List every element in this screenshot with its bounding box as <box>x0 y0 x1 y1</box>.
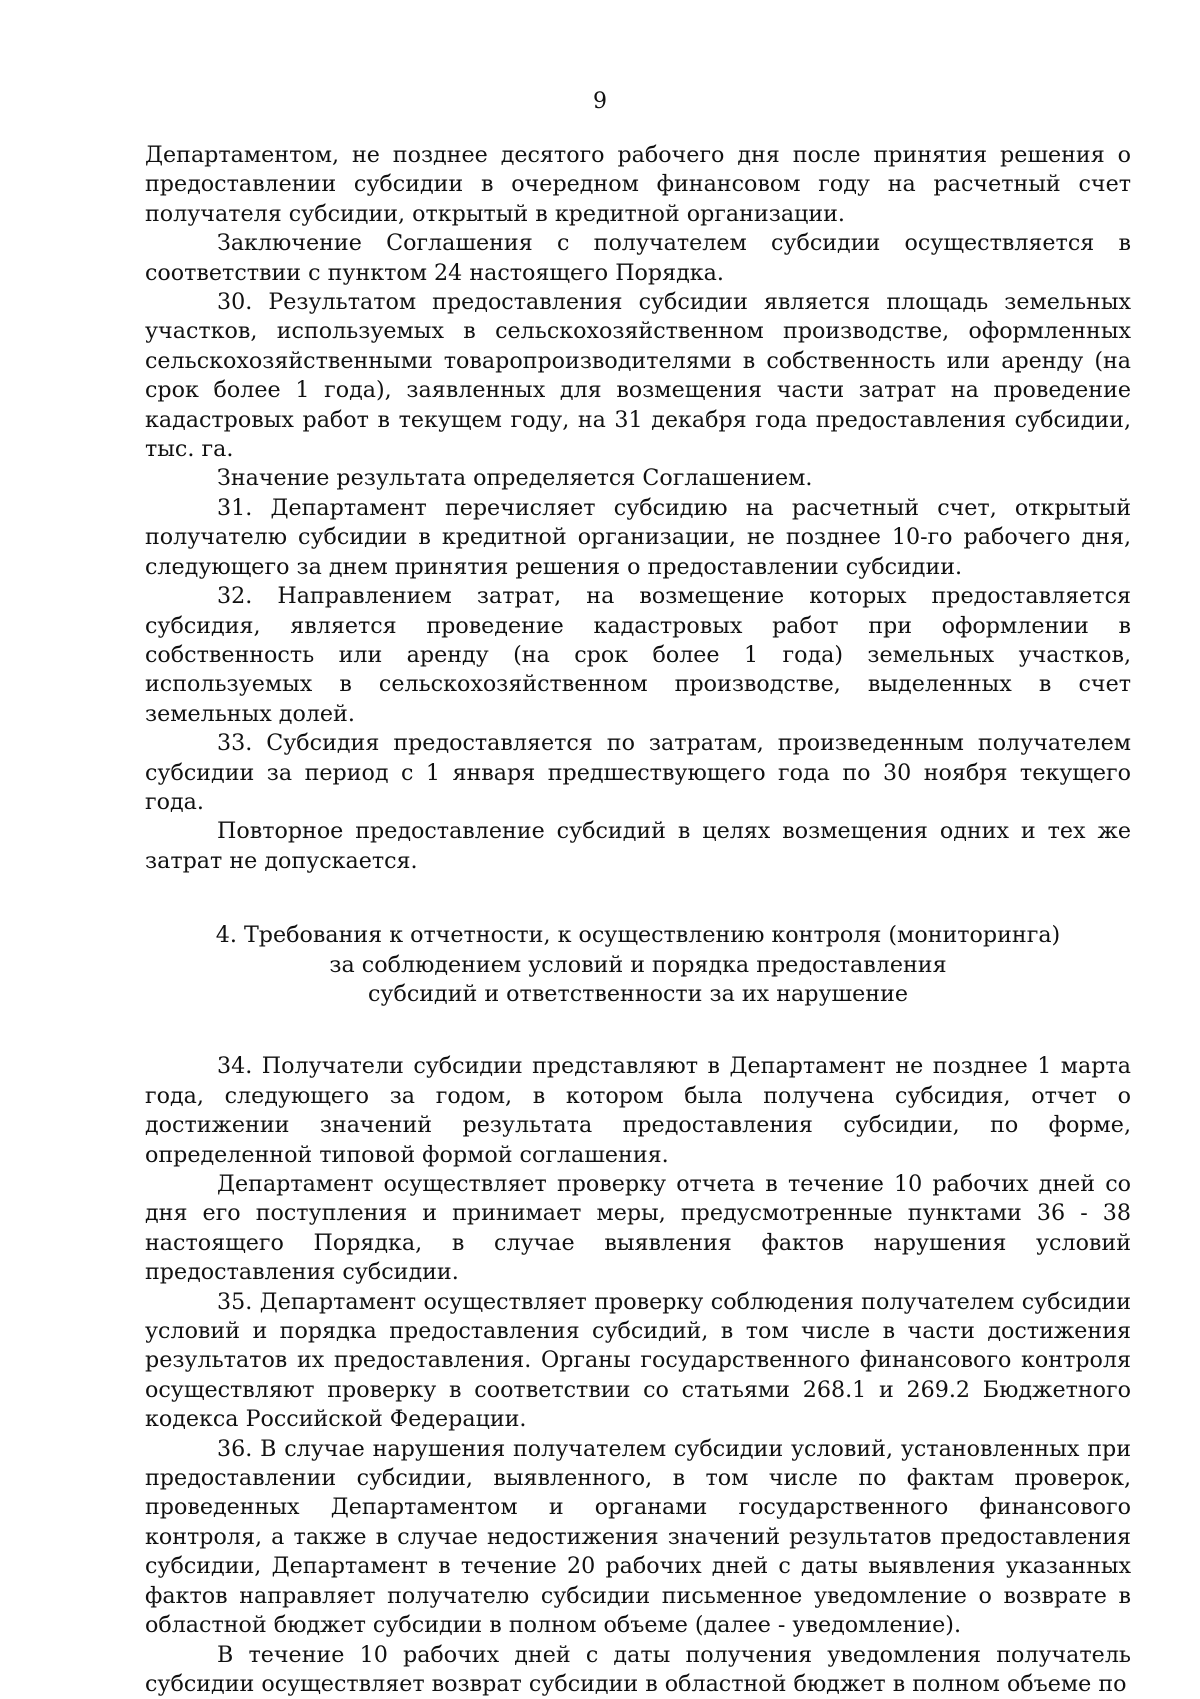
paragraph-result-value: Значение результата определяется Соглашением. <box>145 464 1131 493</box>
paragraph-35: 35. Департамент осуществляет проверку соблюдения получателем субсидии условий и порядка предоставления субсидий, в том числе в части достижения результатов их предоставления. Органы государственного финансового контроля осуществляют проверку в соответствии со статьями 268.1 и 269.2 Бюджетного кодекса Российской Федерации. <box>145 1288 1131 1435</box>
paragraph-36: 36. В случае нарушения получателем субсидии условий, установленных при предоставлении субсидии, выявленного, в том числе по фактам проверок, проведенных Департаментом и органами государственного финансового контроля, а также в случае недостижения значений результатов предоставления субсидии, Департамент в течение 20 рабочих дней с даты выявления указанных фактов направляет получателю субсидии письменное уведомление о возврате в областной бюджет субсидии в полном объеме (далее - уведомление). <box>145 1435 1131 1641</box>
page-number: 9 <box>0 88 1200 116</box>
section-heading <box>145 921 1131 1009</box>
paragraph-31: 31. Департамент перечисляет субсидию на расчетный счет, открытый получателю субсидии в кредитной организации, не позднее 10-го рабочего дня, следующего за днем принятия решения о предоставлении субсидии. <box>145 494 1131 582</box>
document-body <box>145 141 1131 1699</box>
paragraph-33: 33. Субсидия предоставляется по затратам, произведенным получателем субсидии за период с 1 января предшествующего года по 30 ноября текущего года. <box>145 729 1131 817</box>
paragraph-30: 30. Результатом предоставления субсидии является площадь земельных участков, используемых в сельскохозяйственном производстве, оформленных сельскохозяйственными товаропроизводителями в собственность или аренду (на срок более 1 года), заявленных для возмещения части затрат на проведение кадастровых работ в текущем году, на 31 декабря года предоставления субсидии, тыс. га. <box>145 288 1131 464</box>
paragraph-32: 32. Направлением затрат, на возмещение которых предоставляется субсидия, является проведение кадастровых работ при оформлении в собственность или аренду (на срок более 1 года) земельных участков, используемых в сельскохозяйственном производстве, выделенных в счет земельных долей. <box>145 582 1131 729</box>
paragraphs-before-heading <box>145 141 1131 876</box>
paragraph-continuation: Департаментом, не позднее десятого рабочего дня после принятия решения о предоставлении субсидии в очередном финансовом году на расчетный счет получателя субсидии, открытый в кредитной организации. <box>145 141 1131 229</box>
section-heading-line: 4. Требования к отчетности, к осуществлению контроля (мониторинга) <box>145 921 1131 950</box>
section-heading-line: субсидий и ответственности за их нарушение <box>145 980 1131 1009</box>
section-heading-line: за соблюдением условий и порядка предоставления <box>145 951 1131 980</box>
paragraph-34: 34. Получатели субсидии представляют в Департамент не позднее 1 марта года, следующего за годом, в котором была получена субсидия, отчет о достижении значений результата предоставления субсидии, по форме, определенной типовой формой соглашения. <box>145 1052 1131 1170</box>
paragraph-return-period: В течение 10 рабочих дней с даты получения уведомления получатель субсидии осуществляет возврат субсидии в областной бюджет в полном объеме по <box>145 1641 1131 1699</box>
paragraph-agreement: Заключение Соглашения с получателем субсидии осуществляется в соответствии с пунктом 24 настоящего Порядка. <box>145 229 1131 288</box>
paragraphs-after-heading <box>145 1052 1131 1699</box>
paragraph-repeat-subsidy: Повторное предоставление субсидий в целях возмещения одних и тех же затрат не допускается. <box>145 817 1131 876</box>
paragraph-report-check: Департамент осуществляет проверку отчета в течение 10 рабочих дней со дня его поступления и принимает меры, предусмотренные пунктами 36 - 38 настоящего Порядка, в случае выявления фактов нарушения условий предоставления субсидии. <box>145 1170 1131 1288</box>
